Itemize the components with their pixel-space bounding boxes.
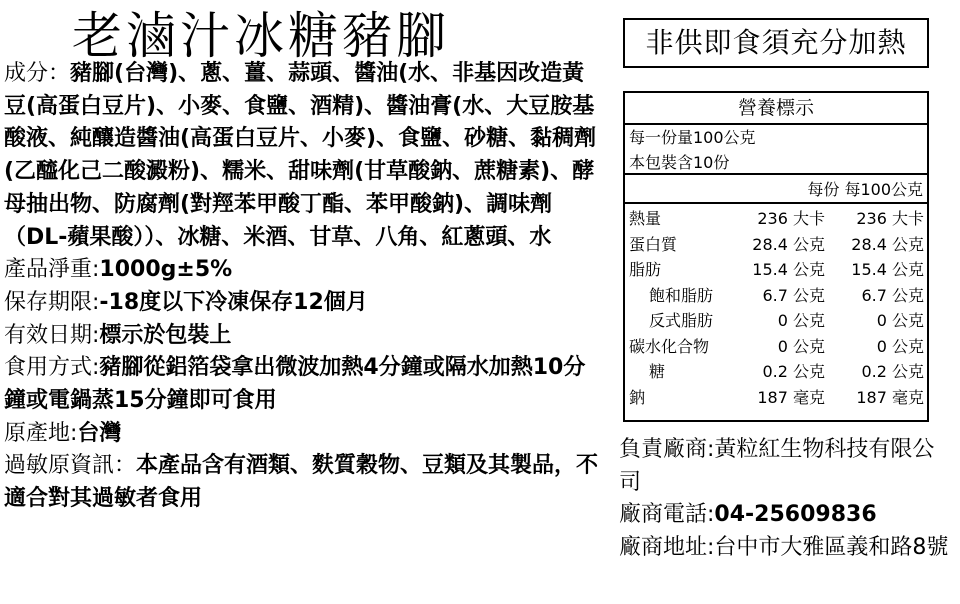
nutrient-name: 熱量 xyxy=(629,209,662,228)
col-per-100g: 每100公克 xyxy=(844,180,923,199)
allergen-info xyxy=(4,450,604,515)
per-serving-value: 28.4 公克 xyxy=(752,234,825,254)
origin xyxy=(4,418,604,451)
nutrition-row xyxy=(625,206,927,232)
nutrition-row xyxy=(625,283,927,309)
per-100g-value: 236 大卡 xyxy=(856,209,924,228)
nutrient-name: 反式脂肪 xyxy=(649,311,714,330)
manufacturer-name-value: 黃粒紅生物科技有限公司 xyxy=(619,437,935,495)
nutrition-row xyxy=(625,359,927,385)
heating-warning: 非供即食須充分加熱 xyxy=(623,18,929,68)
usage xyxy=(4,352,604,417)
nutrient-name: 蛋白質 xyxy=(629,234,678,254)
per-100g-value: 6.7 公克 xyxy=(861,285,924,305)
manufacturer-address-value: 台中市大雅區義和路8號 xyxy=(714,535,949,561)
per-serving-value: 0 公克 xyxy=(777,336,825,356)
usage-value: 豬腳從鋁箔袋拿出微波加熱4分鐘或隔水加熱10分鐘或電鍋蒸15分鐘即可食用 xyxy=(4,355,586,414)
expiry-label: 有效日期: xyxy=(4,322,100,348)
nutrient-name: 飽和脂肪 xyxy=(649,285,714,305)
ingredients-block xyxy=(4,58,604,254)
servings-per-package: 本包裝含10份 xyxy=(629,153,730,172)
origin-value: 台灣 xyxy=(77,420,122,446)
per-serving-value: 0.2 公克 xyxy=(762,362,825,381)
nutrient-name: 鈉 xyxy=(629,387,646,407)
per-100g-value: 28.4 公克 xyxy=(851,234,924,254)
net-weight-label: 產品淨重: xyxy=(4,257,100,283)
expiry xyxy=(4,320,604,353)
shelf-life-value: -18度以下冷凍保存12個月 xyxy=(99,289,368,315)
nutrition-header: 營養標示 xyxy=(625,93,927,125)
per-serving-value: 236 大卡 xyxy=(757,209,825,228)
ingredients-text: 豬腳(台灣)、蔥、薑、蒜頭、醬油(水、非基因改造黃豆(高蛋白豆片)、小麥、食鹽、酒精)、醬油膏(水、大豆胺基酸液、純釀造醬油(高蛋白豆片、小麥)、食鹽、砂糖、黏稠劑(乙醯化己二酸澱粉)、糯米、甜味劑(甘草酸鈉、蔗糖素)、酵母抽出物、防腐劑(對羥苯甲酸丁酯、苯甲酸鈉)、調味劑（DL-蘋果酸））、冰糖、米酒、甘草、八角、紅蔥頭、水 xyxy=(4,61,597,250)
manufacturer-name-label: 負責廠商: xyxy=(619,437,715,462)
serving-size: 每一份量100公克 xyxy=(629,128,756,147)
nutrition-rows xyxy=(625,206,927,422)
allergen-label: 過敏原資訊： xyxy=(4,453,137,479)
per-serving-value: 0 公克 xyxy=(777,311,825,330)
manufacturer-address xyxy=(619,532,949,565)
nutrition-row xyxy=(625,257,927,283)
per-serving-value: 6.7 公克 xyxy=(762,285,825,305)
per-serving-value: 15.4 公克 xyxy=(752,260,825,279)
manufacturer-info xyxy=(619,434,949,565)
manufacturer-phone-label: 廠商電話: xyxy=(619,502,715,528)
per-100g-value: 0 公克 xyxy=(876,311,924,330)
nutrition-column-header xyxy=(625,177,927,204)
manufacturer-phone xyxy=(619,499,949,532)
nutrient-name: 糖 xyxy=(649,362,666,381)
origin-label: 原產地: xyxy=(4,420,78,446)
manufacturer-phone-value: 04-25609836 xyxy=(714,502,877,528)
nutrition-table xyxy=(623,91,929,422)
allergen-value: 本產品含有酒類、麩質穀物、豆類及其製品，不適合對其過敏者食用 xyxy=(4,453,599,512)
per-100g-value: 0 公克 xyxy=(876,336,924,356)
net-weight-value: 1000g±5% xyxy=(99,257,233,283)
serving-info xyxy=(625,125,927,175)
product-title: 老滷汁冰糖豬腳 xyxy=(72,7,450,65)
nutrition-row xyxy=(625,232,927,258)
shelf-life-label: 保存期限: xyxy=(4,289,100,315)
usage-label: 食用方式: xyxy=(4,355,100,381)
nutrition-row xyxy=(625,308,927,334)
per-100g-value: 187 毫克 xyxy=(856,387,924,407)
nutrient-name: 脂肪 xyxy=(629,260,662,279)
product-info xyxy=(4,58,604,516)
net-weight xyxy=(4,254,604,287)
manufacturer-name xyxy=(619,434,949,499)
nutrition-row xyxy=(625,385,927,411)
nutrition-row xyxy=(625,334,927,360)
col-per-serving: 每份 xyxy=(807,180,840,199)
shelf-life xyxy=(4,287,604,320)
per-100g-value: 0.2 公克 xyxy=(861,362,924,381)
per-100g-value: 15.4 公克 xyxy=(851,260,924,279)
ingredients-label: 成分： xyxy=(4,61,71,86)
manufacturer-address-label: 廠商地址: xyxy=(619,535,715,561)
per-serving-value: 187 毫克 xyxy=(757,387,825,407)
expiry-value: 標示於包裝上 xyxy=(99,322,232,348)
nutrient-name: 碳水化合物 xyxy=(629,336,710,356)
